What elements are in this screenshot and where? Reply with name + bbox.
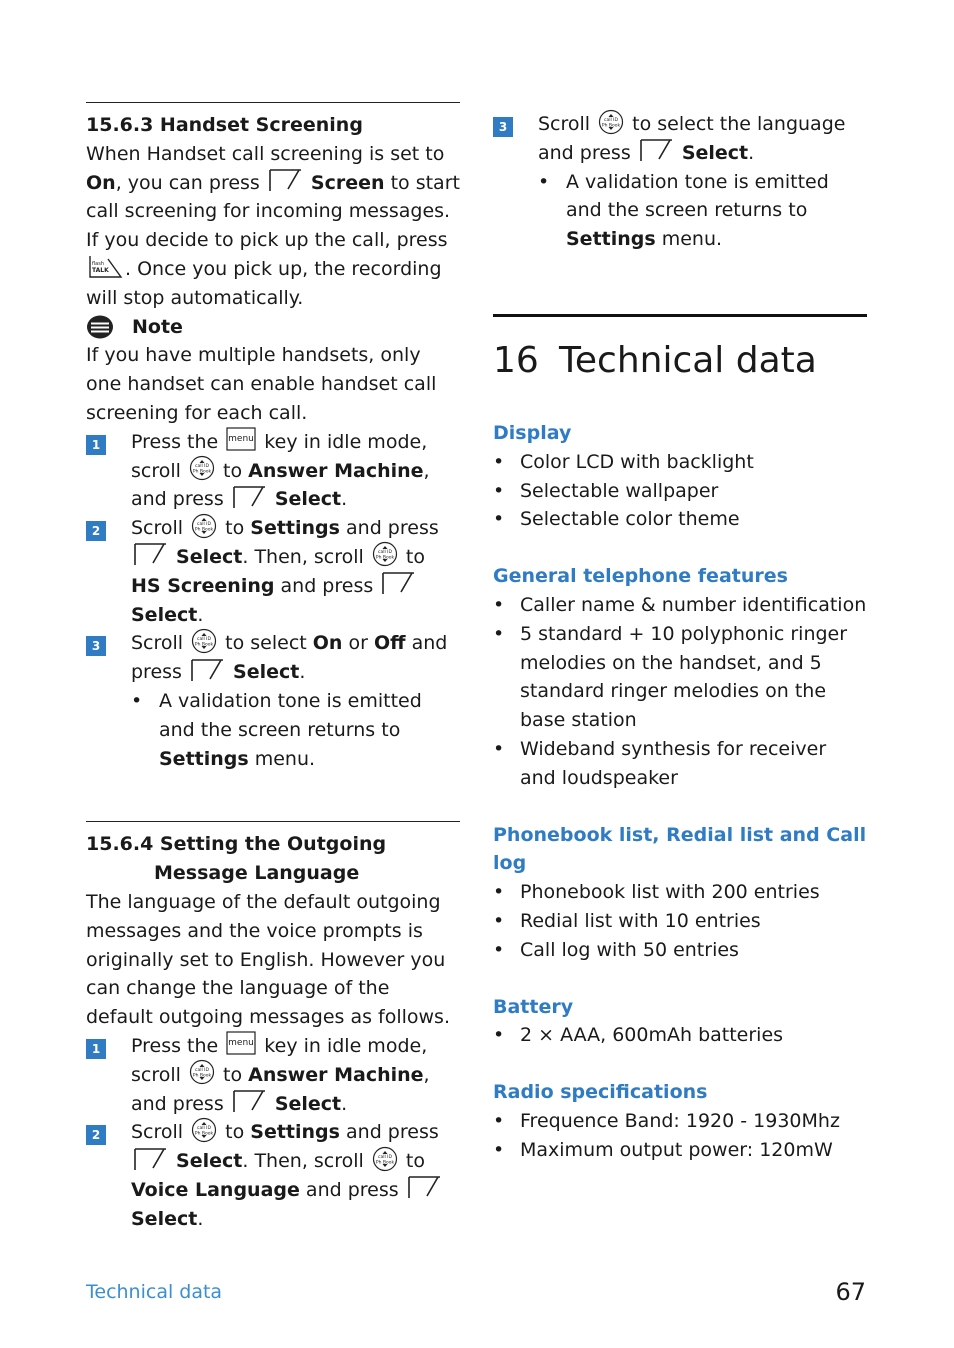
spec-list-item: • Selectable color theme: [493, 508, 740, 531]
section-heading-outgoing-language: 15.6.4 Setting the Outgoing Message Language: [86, 833, 387, 885]
footer-section-label: Technical data: [86, 1281, 223, 1303]
scroll-top-label: call ID: [377, 550, 392, 556]
chapter-heading: [493, 339, 867, 383]
softkey-icon: [268, 167, 303, 193]
step-3: 3 Scroll call ID Ph Book to select the language and press Select. • A validation tone is emitted and the screen returns to Settings menu.: [493, 110, 867, 254]
scroll-bottom-label: Ph Book: [192, 469, 212, 475]
handset-screening-body: When Handset call screening is set to On, you can press Screen to start call screening for incoming messages. If you decide to pick up the call, press flash TALK . Once you pick up, the recording will stop automatically.: [86, 142, 460, 309]
spec-list-item: • Phonebook list with 200 entries: [493, 881, 820, 904]
scroll-key-icon: [191, 1117, 217, 1143]
sub-bullet: • A validation tone is emitted and the screen returns to Settings menu.: [131, 689, 422, 770]
step-1: 1 Press the menu key in idle mode, scroll call ID Ph Book to Answer Machine, and press Select.: [86, 1032, 460, 1118]
scroll-bottom-label: Ph Book: [375, 555, 394, 561]
scroll-top-label: call ID: [377, 1154, 392, 1160]
scroll-top-label: call ID: [197, 636, 212, 642]
scroll-top-label: call ID: [197, 1125, 212, 1131]
spec-section-title: General telephone features: [493, 565, 788, 588]
scroll-key-icon: [191, 513, 217, 539]
talk-key-icon: [88, 253, 123, 279]
note-body: If you have multiple handsets, only one handset can enable handset call screening for each call.: [86, 344, 437, 424]
spec-section: [493, 562, 867, 792]
softkey-icon: [133, 1146, 168, 1172]
talk-bottom-label: TALK: [92, 267, 109, 275]
scroll-bottom-label: Ph Book: [195, 1131, 214, 1137]
spec-sections: [493, 419, 867, 1165]
spec-list-item: • Frequence Band: 1920 - 1930Mhz: [493, 1109, 840, 1132]
chapter-title: Technical data: [559, 339, 817, 381]
left-column: [86, 102, 460, 1233]
spec-section-title: Radio specifications: [493, 1081, 708, 1104]
page-number: 67: [835, 1278, 866, 1306]
spec-list-item: • 5 standard + 10 polyphonic ringer melodies on the handset, and 5 standard ringer melodies on the base station: [493, 622, 848, 732]
scroll-key-icon: [191, 628, 217, 654]
sub-bullet: • A validation tone is emitted and the screen returns to Settings menu.: [538, 170, 829, 251]
scroll-top-label: call ID: [604, 117, 619, 123]
softkey-icon: [381, 570, 416, 596]
spec-section: [493, 1078, 867, 1164]
spec-list-item: • Call log with 50 entries: [493, 938, 739, 961]
softkey-icon: [232, 1088, 267, 1114]
step-number: 1: [86, 1039, 106, 1059]
spec-section-title: Battery: [493, 995, 574, 1018]
step-number: 3: [86, 636, 106, 656]
softkey-icon: [190, 657, 225, 683]
spec-section-title: Phonebook list, Redial list and Call log: [493, 823, 867, 875]
menu-key-icon: [226, 427, 256, 451]
spec-list-item: • Selectable wallpaper: [493, 479, 719, 502]
scroll-key-icon: [189, 1059, 215, 1085]
note-heading: [86, 313, 460, 342]
outgoing-language-body: The language of the default outgoing messages and the voice prompts is originally set to English. However you can change the language of the default outgoing messages as follows.: [86, 890, 450, 1029]
scroll-key-icon: [372, 541, 398, 567]
scroll-top-label: call ID: [194, 1068, 209, 1074]
chapter-number: 16: [493, 339, 539, 381]
spec-section-title: Display: [493, 421, 572, 444]
section-heading-handset-screening: 15.6.3 Handset Screening: [86, 114, 363, 136]
right-column: [493, 110, 867, 1165]
step-number: 2: [86, 521, 106, 541]
spec-list-item: • Wideband synthesis for receiver and loudspeaker: [493, 737, 827, 789]
step-number: 2: [86, 1125, 106, 1145]
spec-list-item: • Redial list with 10 entries: [493, 909, 761, 932]
step-number: 3: [493, 117, 513, 137]
scroll-top-label: call ID: [194, 464, 209, 470]
scroll-bottom-label: Ph Book: [195, 642, 214, 648]
softkey-icon: [232, 484, 267, 510]
spec-list-item: • Caller name & number identification: [493, 593, 867, 616]
scroll-key-icon: [189, 455, 215, 481]
note-label: Note: [132, 315, 183, 338]
menu-key-label: menu: [228, 1038, 255, 1049]
spec-section: [493, 821, 867, 965]
spec-list-item: • Maximum output power: 120mW: [493, 1138, 833, 1161]
spec-list-item: • 2 × AAA, 600mAh batteries: [493, 1024, 784, 1047]
spec-list-item: • Color LCD with backlight: [493, 450, 754, 473]
step-2: 2 Scroll call ID Ph Book to Settings and press Select. Then, scroll call ID Ph Book to HS Screening and press Select.: [86, 514, 460, 629]
scroll-key-icon: [372, 1146, 398, 1172]
scroll-top-label: call ID: [197, 521, 212, 527]
softkey-icon: [639, 137, 674, 163]
step-2: 2 Scroll call ID Ph Book to Settings and press Select. Then, scroll call ID Ph Book to Voice Language and press Select.: [86, 1118, 460, 1233]
talk-top-label: flash: [92, 261, 104, 268]
scroll-bottom-label: Ph Book: [602, 123, 621, 128]
scroll-key-icon: [598, 109, 624, 135]
menu-key-label: menu: [228, 434, 255, 445]
note-icon: [86, 315, 114, 339]
scroll-bottom-label: Ph Book: [195, 527, 214, 533]
scroll-bottom-label: Ph Book: [375, 1160, 394, 1166]
spec-section: [493, 993, 867, 1051]
step-number: 1: [86, 435, 106, 455]
softkey-icon: [133, 541, 168, 567]
step-3: 3 Scroll call ID Ph Book to select On or Off and press Select. • A validation tone is emitted and the screen returns to Settings menu.: [86, 629, 460, 773]
menu-key-icon: [226, 1031, 256, 1055]
spec-section: [493, 419, 867, 534]
softkey-icon: [407, 1174, 442, 1200]
scroll-bottom-label: Ph Book: [192, 1073, 212, 1079]
step-1: 1 Press the menu key in idle mode, scroll call ID Ph Book to Answer Machine, and press Select.: [86, 428, 460, 514]
